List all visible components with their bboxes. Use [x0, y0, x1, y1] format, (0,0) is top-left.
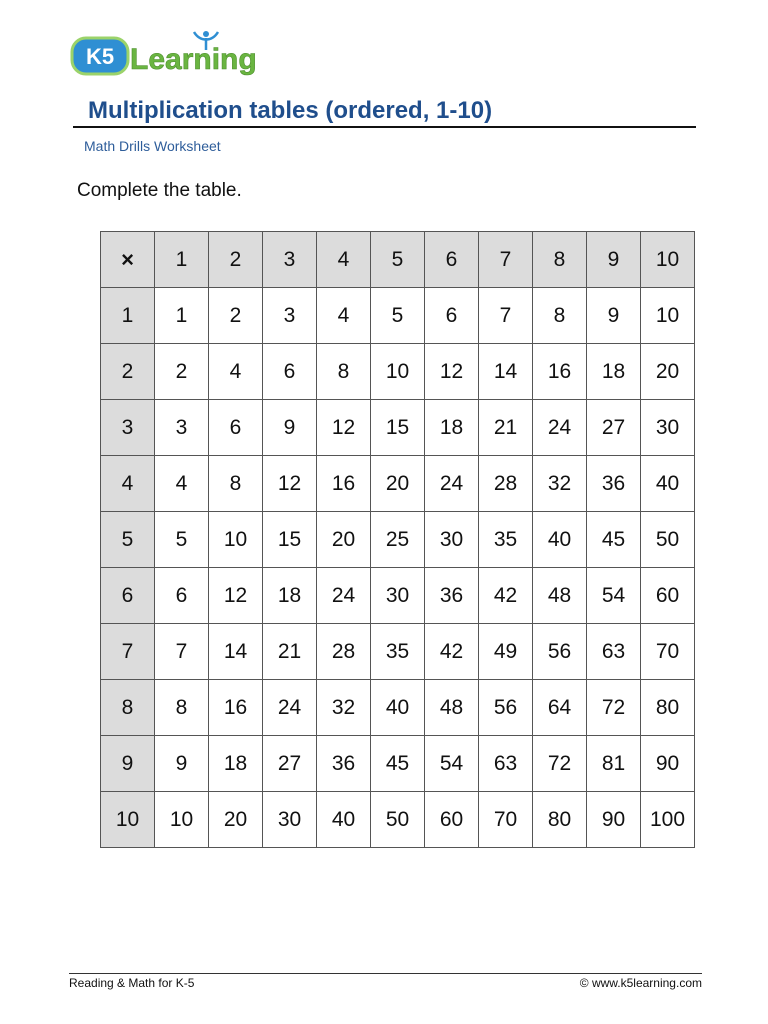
table-cell: 50 [641, 512, 695, 568]
table-cell: 20 [641, 344, 695, 400]
table-cell: 30 [371, 568, 425, 624]
table-cell: 70 [641, 624, 695, 680]
table-cell: 2 [209, 288, 263, 344]
row-header: 1 [101, 288, 155, 344]
row-header: 8 [101, 680, 155, 736]
table-cell: 20 [371, 456, 425, 512]
table-cell: 8 [317, 344, 371, 400]
table-cell: 30 [641, 400, 695, 456]
footer-tagline: Reading & Math for K-5 [69, 976, 195, 990]
table-cell: 49 [479, 624, 533, 680]
table-cell: 80 [641, 680, 695, 736]
footer-copyright: © www.k5learning.com [579, 976, 702, 990]
table-cell: 3 [263, 288, 317, 344]
table-cell: 48 [533, 568, 587, 624]
row-header: 7 [101, 624, 155, 680]
multiplication-table [100, 231, 695, 848]
table-cell: 40 [317, 792, 371, 848]
table-cell: 81 [587, 736, 641, 792]
table-cell: 32 [533, 456, 587, 512]
table-cell: 36 [425, 568, 479, 624]
table-cell: 27 [587, 400, 641, 456]
table-cell: 15 [263, 512, 317, 568]
table-cell: 7 [479, 288, 533, 344]
table-cell: 8 [209, 456, 263, 512]
table-cell: 20 [209, 792, 263, 848]
table-cell: 2 [155, 344, 209, 400]
row-header: 2 [101, 344, 155, 400]
table-cell: 5 [155, 512, 209, 568]
table-cell: 40 [371, 680, 425, 736]
table-cell: 12 [425, 344, 479, 400]
table-cell: 24 [533, 400, 587, 456]
table-cell: 10 [209, 512, 263, 568]
table-cell: 4 [317, 288, 371, 344]
table-cell: 50 [371, 792, 425, 848]
column-header: 1 [155, 232, 209, 288]
page-title: Multiplication tables (ordered, 1-10) [88, 97, 493, 124]
row-header: 9 [101, 736, 155, 792]
column-header: 6 [425, 232, 479, 288]
table-row [101, 792, 695, 848]
table-cell: 14 [209, 624, 263, 680]
table-cell: 80 [533, 792, 587, 848]
table-cell: 30 [425, 512, 479, 568]
table-cell: 9 [263, 400, 317, 456]
table-cell: 24 [263, 680, 317, 736]
table-row [101, 400, 695, 456]
k5-learning-logo [70, 26, 270, 82]
footer-divider [69, 973, 702, 974]
table-cell: 16 [317, 456, 371, 512]
table-cell: 15 [371, 400, 425, 456]
table-cell: 3 [155, 400, 209, 456]
column-header: 2 [209, 232, 263, 288]
table-cell: 16 [209, 680, 263, 736]
table-cell: 35 [479, 512, 533, 568]
row-header: 5 [101, 512, 155, 568]
table-cell: 60 [641, 568, 695, 624]
table-cell: 63 [587, 624, 641, 680]
logo-figure-head-icon [203, 31, 209, 37]
table-cell: 45 [587, 512, 641, 568]
table-cell: 21 [479, 400, 533, 456]
table-cell: 72 [533, 736, 587, 792]
table-cell: 100 [641, 792, 695, 848]
column-header: 9 [587, 232, 641, 288]
page-subtitle: Math Drills Worksheet [84, 138, 221, 154]
table-cell: 9 [155, 736, 209, 792]
table-cell: 63 [479, 736, 533, 792]
table-cell: 18 [209, 736, 263, 792]
table-cell: 20 [317, 512, 371, 568]
table-cell: 6 [263, 344, 317, 400]
table-cell: 90 [641, 736, 695, 792]
table-cell: 8 [155, 680, 209, 736]
table-cell: 12 [317, 400, 371, 456]
table-cell: 1 [155, 288, 209, 344]
table-cell: 18 [263, 568, 317, 624]
table-cell: 40 [641, 456, 695, 512]
column-header: 3 [263, 232, 317, 288]
table-cell: 45 [371, 736, 425, 792]
table-row [101, 680, 695, 736]
table-cell: 90 [587, 792, 641, 848]
logo-badge-text: K5 [85, 44, 115, 69]
table-row [101, 736, 695, 792]
table-cell: 18 [587, 344, 641, 400]
table-cell: 70 [479, 792, 533, 848]
row-header: 10 [101, 792, 155, 848]
table-row [101, 512, 695, 568]
table-row [101, 456, 695, 512]
table-cell: 42 [425, 624, 479, 680]
column-header: 7 [479, 232, 533, 288]
table-cell: 40 [533, 512, 587, 568]
table-cell: 24 [425, 456, 479, 512]
table-header-row [101, 232, 695, 288]
row-header: 3 [101, 400, 155, 456]
table-cell: 36 [317, 736, 371, 792]
column-header: 8 [533, 232, 587, 288]
table-cell: 12 [209, 568, 263, 624]
table-cell: 28 [317, 624, 371, 680]
table-cell: 54 [425, 736, 479, 792]
table-cell: 56 [479, 680, 533, 736]
table-cell: 42 [479, 568, 533, 624]
table-cell: 18 [425, 400, 479, 456]
table-cell: 24 [317, 568, 371, 624]
row-header: 6 [101, 568, 155, 624]
table-cell: 6 [155, 568, 209, 624]
table-cell: 4 [155, 456, 209, 512]
table-cell: 6 [425, 288, 479, 344]
table-cell: 4 [209, 344, 263, 400]
table-row [101, 568, 695, 624]
table-cell: 9 [587, 288, 641, 344]
table-cell: 10 [641, 288, 695, 344]
table-cell: 60 [425, 792, 479, 848]
table-cell: 36 [587, 456, 641, 512]
table-cell: 54 [587, 568, 641, 624]
table-cell: 16 [533, 344, 587, 400]
table-cell: 64 [533, 680, 587, 736]
table-cell: 72 [587, 680, 641, 736]
column-header: 5 [371, 232, 425, 288]
instruction-text: Complete the table. [77, 180, 242, 201]
table-cell: 56 [533, 624, 587, 680]
table-cell: 21 [263, 624, 317, 680]
table-cell: 6 [209, 400, 263, 456]
table-cell: 30 [263, 792, 317, 848]
row-header: 4 [101, 456, 155, 512]
table-cell: 10 [155, 792, 209, 848]
column-header: 4 [317, 232, 371, 288]
table-cell: 8 [533, 288, 587, 344]
table-row [101, 288, 695, 344]
table-cell: 7 [155, 624, 209, 680]
table-cell: 48 [425, 680, 479, 736]
table-row [101, 624, 695, 680]
table-cell: 27 [263, 736, 317, 792]
logo-word-text: Learning [130, 43, 257, 76]
table-cell: 28 [479, 456, 533, 512]
column-header: 10 [641, 232, 695, 288]
table-cell: 25 [371, 512, 425, 568]
table-corner-multiply-symbol: × [101, 232, 155, 288]
title-divider [73, 126, 696, 128]
table-cell: 12 [263, 456, 317, 512]
table-cell: 10 [371, 344, 425, 400]
table-row [101, 344, 695, 400]
table-cell: 35 [371, 624, 425, 680]
table-cell: 14 [479, 344, 533, 400]
table-cell: 5 [371, 288, 425, 344]
table-cell: 32 [317, 680, 371, 736]
